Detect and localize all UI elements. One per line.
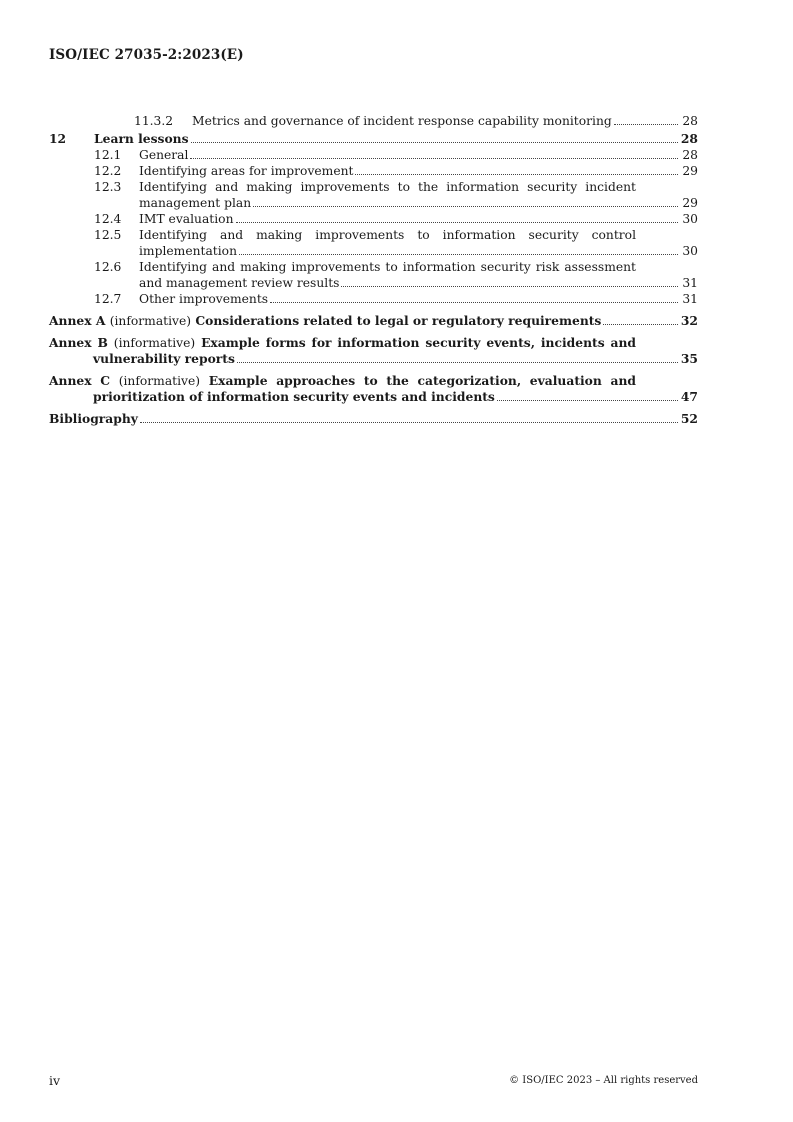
annex-type-note: (informative) <box>113 336 196 350</box>
toc-leader-dots <box>253 206 678 207</box>
toc-entry-title-line-2: management plan <box>139 196 252 210</box>
toc-page-number: 30 <box>682 244 698 258</box>
toc-entry-12-2[interactable] <box>49 163 698 179</box>
toc-leader-dots <box>603 324 678 325</box>
toc-entry-number: 12.4 <box>94 212 122 226</box>
document-id-header: ISO/IEC 27035-2:2023(E) <box>49 47 244 63</box>
toc-entry-title-line-1: Example forms for information security events, incidents and <box>201 335 637 350</box>
toc-entry-title-line-2: implementation <box>139 244 238 258</box>
toc-entry-title-line-2: vulnerability reports <box>93 351 235 366</box>
toc-page-number: 30 <box>682 212 698 226</box>
toc-page-number: 31 <box>682 292 698 306</box>
toc-page-number: 47 <box>680 389 698 404</box>
toc-entry-title-line-2: prioritization of information security events and incidents <box>93 389 495 404</box>
toc-entry-number: 12.1 <box>94 148 122 162</box>
toc-entry-title: Learn lessons <box>94 131 189 146</box>
footer-copyright: © ISO/IEC 2023 – All rights reserved <box>509 1075 698 1086</box>
annex-type-note: (informative) <box>118 374 201 388</box>
toc-entry-12-1[interactable] <box>49 147 698 163</box>
toc-entry-title-line-1: Example approaches to the categorization, evaluation and <box>208 373 636 388</box>
toc-entry-title-line-1: Identifying and making improvements to information security control <box>139 228 636 242</box>
annex-label: Annex C <box>49 373 111 388</box>
toc-entry-12-6[interactable] <box>49 259 698 291</box>
toc-leader-dots <box>236 222 679 223</box>
toc-leader-dots <box>140 422 678 423</box>
toc-leader-dots <box>341 286 678 287</box>
footer-page-number: iv <box>49 1073 61 1088</box>
toc-entry-title: Other improvements <box>139 292 269 306</box>
toc-entry-annex-c[interactable] <box>49 373 698 405</box>
toc-leader-dots <box>497 400 678 401</box>
toc-entry-12-4[interactable] <box>49 211 698 227</box>
toc-leader-dots <box>270 302 678 303</box>
toc-page-number: 31 <box>682 276 698 290</box>
toc-leader-dots <box>237 362 678 363</box>
toc-page-number: 35 <box>680 351 698 366</box>
toc-page-number: 29 <box>682 196 698 210</box>
toc-entry-12-7[interactable] <box>49 291 698 307</box>
toc-page-number: 28 <box>682 114 698 128</box>
toc-entry-12[interactable] <box>49 131 698 147</box>
toc-entry-number: 12.5 <box>94 228 122 242</box>
toc-entry-annex-a[interactable] <box>49 313 698 329</box>
toc-page-number: 29 <box>682 164 698 178</box>
toc-entry-12-3[interactable] <box>49 179 698 211</box>
toc-page-number: 28 <box>682 148 698 162</box>
annex-type-note: (informative) <box>109 314 192 328</box>
toc-leader-dots <box>614 124 678 125</box>
toc-entry-12-5[interactable] <box>49 227 698 259</box>
toc-entry-title-line-1: Identifying and making improvements to information security risk assessment <box>139 260 636 274</box>
table-of-contents <box>49 113 698 427</box>
toc-entry-title: IMT evaluation <box>139 212 234 226</box>
toc-page-number: 32 <box>680 313 698 328</box>
annex-label: Annex B <box>49 335 108 350</box>
toc-entry-number: 12.7 <box>94 292 122 306</box>
toc-entry-number: 12.3 <box>94 180 122 194</box>
annex-label: Annex A <box>49 313 106 328</box>
toc-page-number: 52 <box>680 411 698 426</box>
toc-entry-number: 11.3.2 <box>134 114 174 128</box>
toc-entry-number: 12.2 <box>94 164 122 178</box>
toc-leader-dots <box>239 254 678 255</box>
toc-entry-title: Metrics and governance of incident response capability monitoring <box>192 114 612 128</box>
toc-leader-dots <box>355 174 678 175</box>
toc-page-number: 28 <box>680 131 698 146</box>
toc-entry-title: Identifying areas for improvement <box>139 164 354 178</box>
toc-entry-number: 12 <box>49 131 67 146</box>
toc-entry-bibliography[interactable] <box>49 411 698 427</box>
toc-entry-title-line-1: Identifying and making improvements to the information security incident <box>139 180 636 194</box>
toc-entry-title: Considerations related to legal or regulatory requirements <box>195 313 602 328</box>
toc-entry-number: 12.6 <box>94 260 122 274</box>
toc-leader-dots <box>191 142 678 143</box>
toc-entry-title: Bibliography <box>49 411 138 426</box>
toc-entry-annex-b[interactable] <box>49 335 698 367</box>
toc-leader-dots <box>190 158 678 159</box>
toc-entry-title: General <box>139 148 189 162</box>
toc-entry-title-line-2: and management review results <box>139 276 340 290</box>
toc-entry-11-3-2[interactable] <box>49 113 698 129</box>
